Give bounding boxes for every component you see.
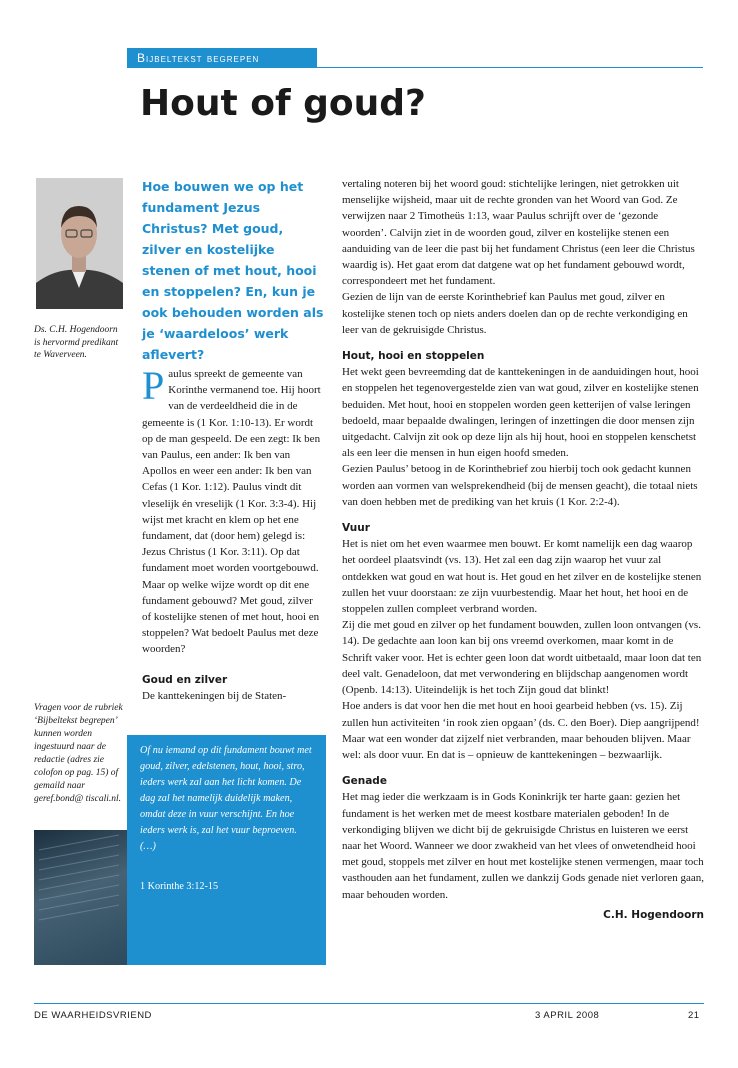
article-title: Hout of goud? (140, 83, 426, 124)
subheading-genade: Genade (342, 775, 387, 788)
drop-cap: P (142, 363, 165, 408)
scripture-quote-text: Of nu iemand op dit fundament bouwt met goud, zilver, edelstenen, hout, hooi, stro, ieders werk zal aan het licht komen. De dag zal het namelijk duidelijk maken, omdat deze in vuur verschijnt. En hoe ieders werk is, zal het vuur beproeven. (…) (140, 745, 312, 852)
bible-texture (34, 830, 127, 965)
footer-date: 3 APRIL 2008 (535, 1010, 600, 1021)
col2-paragraph-7: Hoe anders is dat voor hen die met hout en hooi gearbeid hebben (vs. 15). Zij zullen hun activiteiten ‘in rook zien opgaan’ (ds. C. den Boer). Diep aangrijpend! Maar wat een wonder dat zijzelf niet verbranden, maar behouden blijven. Maar wel: als door vuur. En dat is – opnieuw de kanttekeningen – bezwaarlijk. (342, 700, 700, 761)
subheading-vuur: Vuur (342, 522, 370, 535)
col1-paragraph-2: Maar op welke wijze wordt op dit ene fundament gebouwd? Met goud, zilver of kostelijke stenen of met hout, hooi en stoppelen? Wat bedoelt Paulus met deze woorden? (142, 578, 320, 656)
kicker-rule (127, 67, 703, 68)
bible-page-image (34, 830, 127, 965)
side-note: Vragen voor de rubriek ‘Bijbeltekst begrepen’ kunnen worden ingestuurd naar de redactie (adres zie colofon op pag. 15) of gemaild naar geref.bond@ tiscali.nl. (34, 703, 123, 804)
kicker-label: Bijbeltekst begrepen (137, 51, 260, 65)
col2-paragraph-3: Het wekt geen bevreemding dat de kanttekeningen in de aanduidingen hout, hooi en stoppelen het tegenovergestelde zien van wat goud, zilver en kostelijke stenen beduiden. Met hout, hooi en stoppelen worden geen ketterijen of valse leringen bedoeld, maar bepaalde dwalingen, leringen of inzettingen die door mensen zijn uitgedacht. Calvijn zit ook op deze lijn als hij hout, hooi en stoppelen kenschetst als een leer die mensen in hun eigen hoofd smeden. (342, 366, 699, 460)
column-1 (142, 363, 322, 704)
col2-paragraph-6: Zij die met goud en zilver op het fundament bouwden, zullen loon ontvangen (vs. 14). De gedachte aan loon kan bij ons vreemd overkomen, maar komt in de Schrift vaker voor. Het is echter geen loon dat wordt uitbetaald, maar loon dat ten deel valt. Genadeloon, dat met verwondering en blijdschap aangenomen wordt (Openb. 14:13). Uiteindelijk is het toch Zijn goud dat blinkt! (342, 619, 702, 697)
col2-paragraph-8: Het mag ieder die werkzaam is in Gods Koninkrijk ter harte gaan: gezien het fundament is het werken met de meest kostbare materialen geboden! In de verkondiging blijven we dicht bij de gekruisigde Christus en luisteren we eerst naar het Woord. Wanneer we door zwakheid van het vlees of onwetendheid hooi met goud, stoppels met zilver en hout met kostelijke stenen vermengen, maar toch vasthouden aan het fundament, zullen we dankzij Gods genade niet verloren gaan, maar behouden worden. (342, 791, 704, 901)
article-author: C.H. Hogendoorn (603, 908, 704, 921)
col2-paragraph-1: vertaling noteren bij het woord goud: stichtelijke leringen, niet getrokken uit menselijke wijsheid, maar uit de rechte gronden van het Woord van God. Ze verwijzen naar 2 Timotheüs 1:13, waar Paulus schrijft over de ‘gezonde woorden’. Calvijn ziet in de woorden goud, zilver en kostelijke stenen een aanduiding van de leer die past bij het fundament Christus (een leer die Christus waardig is). Het gaat erom dat datgene wat op het fundament gebouwd wordt, correspondeert met het fundament. (342, 178, 695, 288)
author-portrait-image (36, 178, 123, 309)
col1-paragraph-1: aulus spreekt de gemeente van Korinthe vermanend toe. Hij hoort van de verdeeldheid die in de gemeente is (1 Kor. 1:10-13). Er wordt op de man gespeeld. De een zegt: Ik ben van Paulus, een ander: Ik ben van Apollos en weer een ander: Ik ben van Cefas (1 Kor. 1:12). Paulus vindt dit vleselijk én vreselijk (1 Kor. 3:3-4). Hij wijst met kracht en klem op het ene fundament, dat (door hem) gelegd is: Jezus Christus (1 Kor. 3:11). Op dat fundament moet worden voortgebouwd. (142, 368, 321, 575)
subheading-goud-en-zilver: Goud en zilver (142, 673, 228, 686)
subheading-hout-hooi-stoppelen: Hout, hooi en stoppelen (342, 350, 485, 363)
section-kicker (127, 48, 317, 68)
scripture-reference: 1 Korinthe 3:12-15 (140, 881, 219, 892)
page-number: 21 (688, 1010, 700, 1021)
col1-paragraph-3: De kanttekeningen bij de Staten- (142, 689, 287, 702)
col2-paragraph-5: Het is niet om het even waarmee men bouwt. Er komt namelijk een dag waarop het oordeel plaatsvindt (vs. 13). Het zal een dag zijn waarop het vuur zal ontdekken wat goud en wat hout is. Het goud en het zilver en de kostelijke stenen zullen het vuur doorstaan: ze zijn vuurbestendig. Maar het hout, het hooi en de stoppelen zullen compleet verbrand worden. (342, 538, 702, 616)
article-intro: Hoe bouwen we op het fundament Jezus Christus? Met goud, zilver en kostelijke stenen of met hout, hooi en stoppelen? En, kun je ook behouden worden als je ‘waardeloos’ werk aflevert? (142, 179, 324, 362)
author-photo (36, 178, 123, 309)
footer-publication: DE WAARHEIDSVRIEND (34, 1010, 152, 1021)
column-2 (342, 176, 704, 923)
author-caption: Ds. C.H. Hogendoorn is hervormd predikant te Waverveen. (34, 325, 119, 360)
footer-rule (34, 1003, 704, 1004)
scripture-quote-box (127, 735, 326, 965)
col2-paragraph-4: Gezien Paulus’ betoog in de Korinthebrief zou hierbij toch ook gedacht kunnen worden aan vormen van welsprekendheid (bij de mensen geacht), die totaal niets van doen hebben met de prediking van het kruis (1 Kor. 2:2-4). (342, 463, 698, 508)
col2-paragraph-2: Gezien de lijn van de eerste Korinthebrief kan Paulus met goud, zilver en kostelijke stenen toch op niets anders doelen dan op de rechte verkondiging en leer van de gekruisigde Christus. (342, 291, 688, 336)
